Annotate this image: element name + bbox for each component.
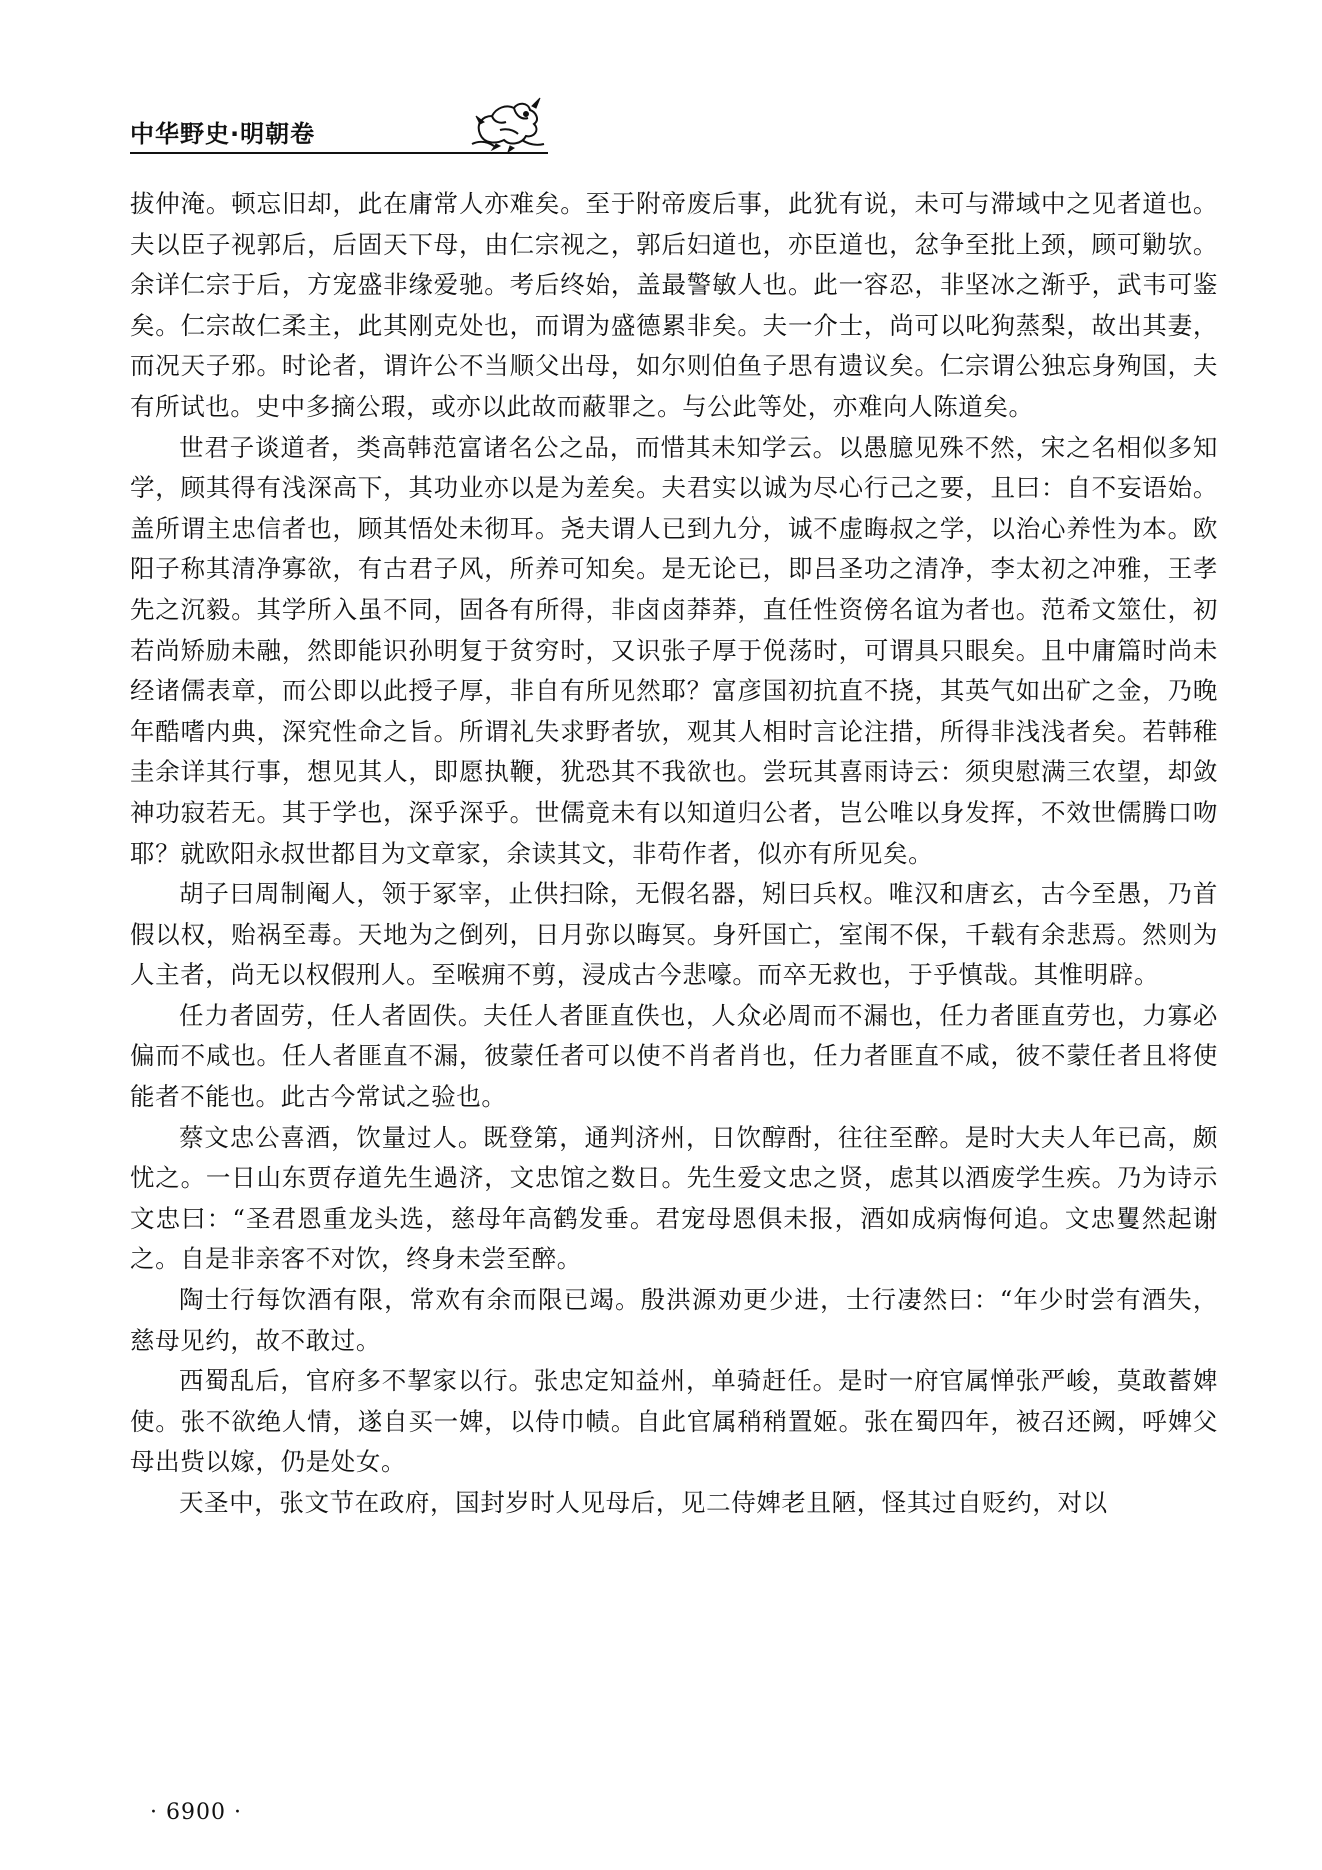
paragraph: 胡子曰周制阉人，领于冢宰，止供扫除，无假名器，矧曰兵权。唯汉和唐玄，古今至愚，乃首假以权，贻祸至毒。天地为之倒列，日月弥以晦冥。身歼国亡，室闱不保，千载有余悲焉。然则为人主者，尚无以权假刑人。至喉痈不剪，浸成古今悲嚎。而卒无救也，于乎慎哉。其惟明辟。 (130, 879, 1218, 990)
header-rule (130, 152, 548, 154)
paragraph: 世君子谈道者，类高韩范富诸名公之品，而惜其未知学云。以愚臆见殊不然，宋之名相似多知学，顾其得有浅深高下，其功业亦以是为差矣。夫君实以诚为尽心行己之要，且曰：自不妄语始。盖所谓主忠信者也，顾其悟处未彻耳。尧夫谓人已到九分，诚不虚晦叔之学，以治心养性为本。欧阳子称其清净寡欲，有古君子风，所养可知矣。是无论已，即吕圣功之清净，李太初之冲雅，王孝先之沉毅。其学所入虽不同，固各有所得，非卤卤莽莽，直任性资傍名谊为者也。范希文筮仕，初若尚矫励未融，然即能识孙明复于贫穷时，又识张子厚于侻荡时，可谓具只眼矣。且中庸篇时尚未经诸儒表章，而公即以此授子厚，非自有所见然耶？富彦国初抗直不挠，其英气如出矿之金，乃晚年酷嗜内典，深究性命之旨。所谓礼失求野者欤，观其人相时言论注措，所得非浅浅者矣。若韩稚圭余详其行事，想见其人，即愿执鞭，犹恐其不我欲也。尝玩其喜雨诗云：须臾慰满三农望，却敛神功寂若无。其于学也，深乎深乎。世儒竟未有以知道归公者，岂公唯以身发挥，不效世儒腾口吻耶？就欧阳永叔世都目为文章家，余读其文，非苟作者，似亦有所见矣。 (130, 432, 1218, 868)
book-title: 中华野史·明朝卷 (130, 120, 316, 148)
body-text (130, 184, 1218, 1524)
paragraph: 蔡文忠公喜酒，饮量过人。既登第，通判济州，日饮醇酎，往往至醉。是时大夫人年已高，颇忧之。一日山东贾存道先生過济，文忠馆之数日。先生爱文忠之贤，虑其以酒废学生疾。乃为诗示文忠曰：“圣君恩重龙头选，慈母年高鹤发垂。君宠母恩俱未报，酒如成病悔何追。文忠矍然起谢之。自是非亲客不对饮，终身未尝至醉。 (130, 1122, 1218, 1274)
dragon-emblem-icon (470, 94, 546, 152)
paragraph: 拔仲淹。顿忘旧却，此在庸常人亦难矣。至于附帝废后事，此犹有说，未可与滞域中之见者道也。夫以臣子视郭后，后固天下母，由仁宗视之，郭后妇道也，亦臣道也，忿争至批上颈，顾可勦欤。余详仁宗于后，方宠盛非缘爱驰。考后终始，盖最警敏人也。此一容忍，非坚冰之渐乎，武韦可鉴矣。仁宗故仁柔主，此其刚克处也，而谓为盛德累非矣。夫一介士，尚可以叱狗蒸梨，故出其妻，而况天子邪。时论者，谓许公不当顺父出母，如尔则伯鱼子思有遗议矣。仁宗谓公独忘身殉国，夫有所试也。史中多摘公瑕，或亦以此故而蔽罪之。与公此等处，亦难向人陈道矣。 (130, 189, 1218, 421)
paragraph: 陶士行每饮酒有限，常欢有余而限已竭。殷洪源劝更少进，士行凄然曰：“年少时尝有酒失，慈母见约，故不敢过。 (130, 1285, 1218, 1355)
paragraph: 任力者固劳，任人者固佚。夫任人者匪直佚也，人众必周而不漏也，任力者匪直劳也，力寡必偏而不咸也。任人者匪直不漏，彼蒙任者可以使不肖者肖也，任力者匪直不咸，彼不蒙任者且将使能者不能也。此古今常试之验也。 (130, 1000, 1218, 1112)
paragraph: 西蜀乱后，官府多不挈家以行。张忠定知益州，单骑赶任。是时一府官属惮张严峻，莫敢蓄婢使。张不欲绝人情，遂自买一婢，以侍巾帻。自此官属稍稍置姬。张在蜀四年，被召还阙，呼婢父母出赀以嫁，仍是处女。 (130, 1366, 1218, 1477)
paragraph: 天圣中，张文节在政府，国封岁时人见母后，见二侍婢老且陋，怪其过自贬约，对以 (179, 1488, 1108, 1517)
running-header (130, 92, 550, 162)
page-number: · 6900 · (150, 1800, 242, 1825)
